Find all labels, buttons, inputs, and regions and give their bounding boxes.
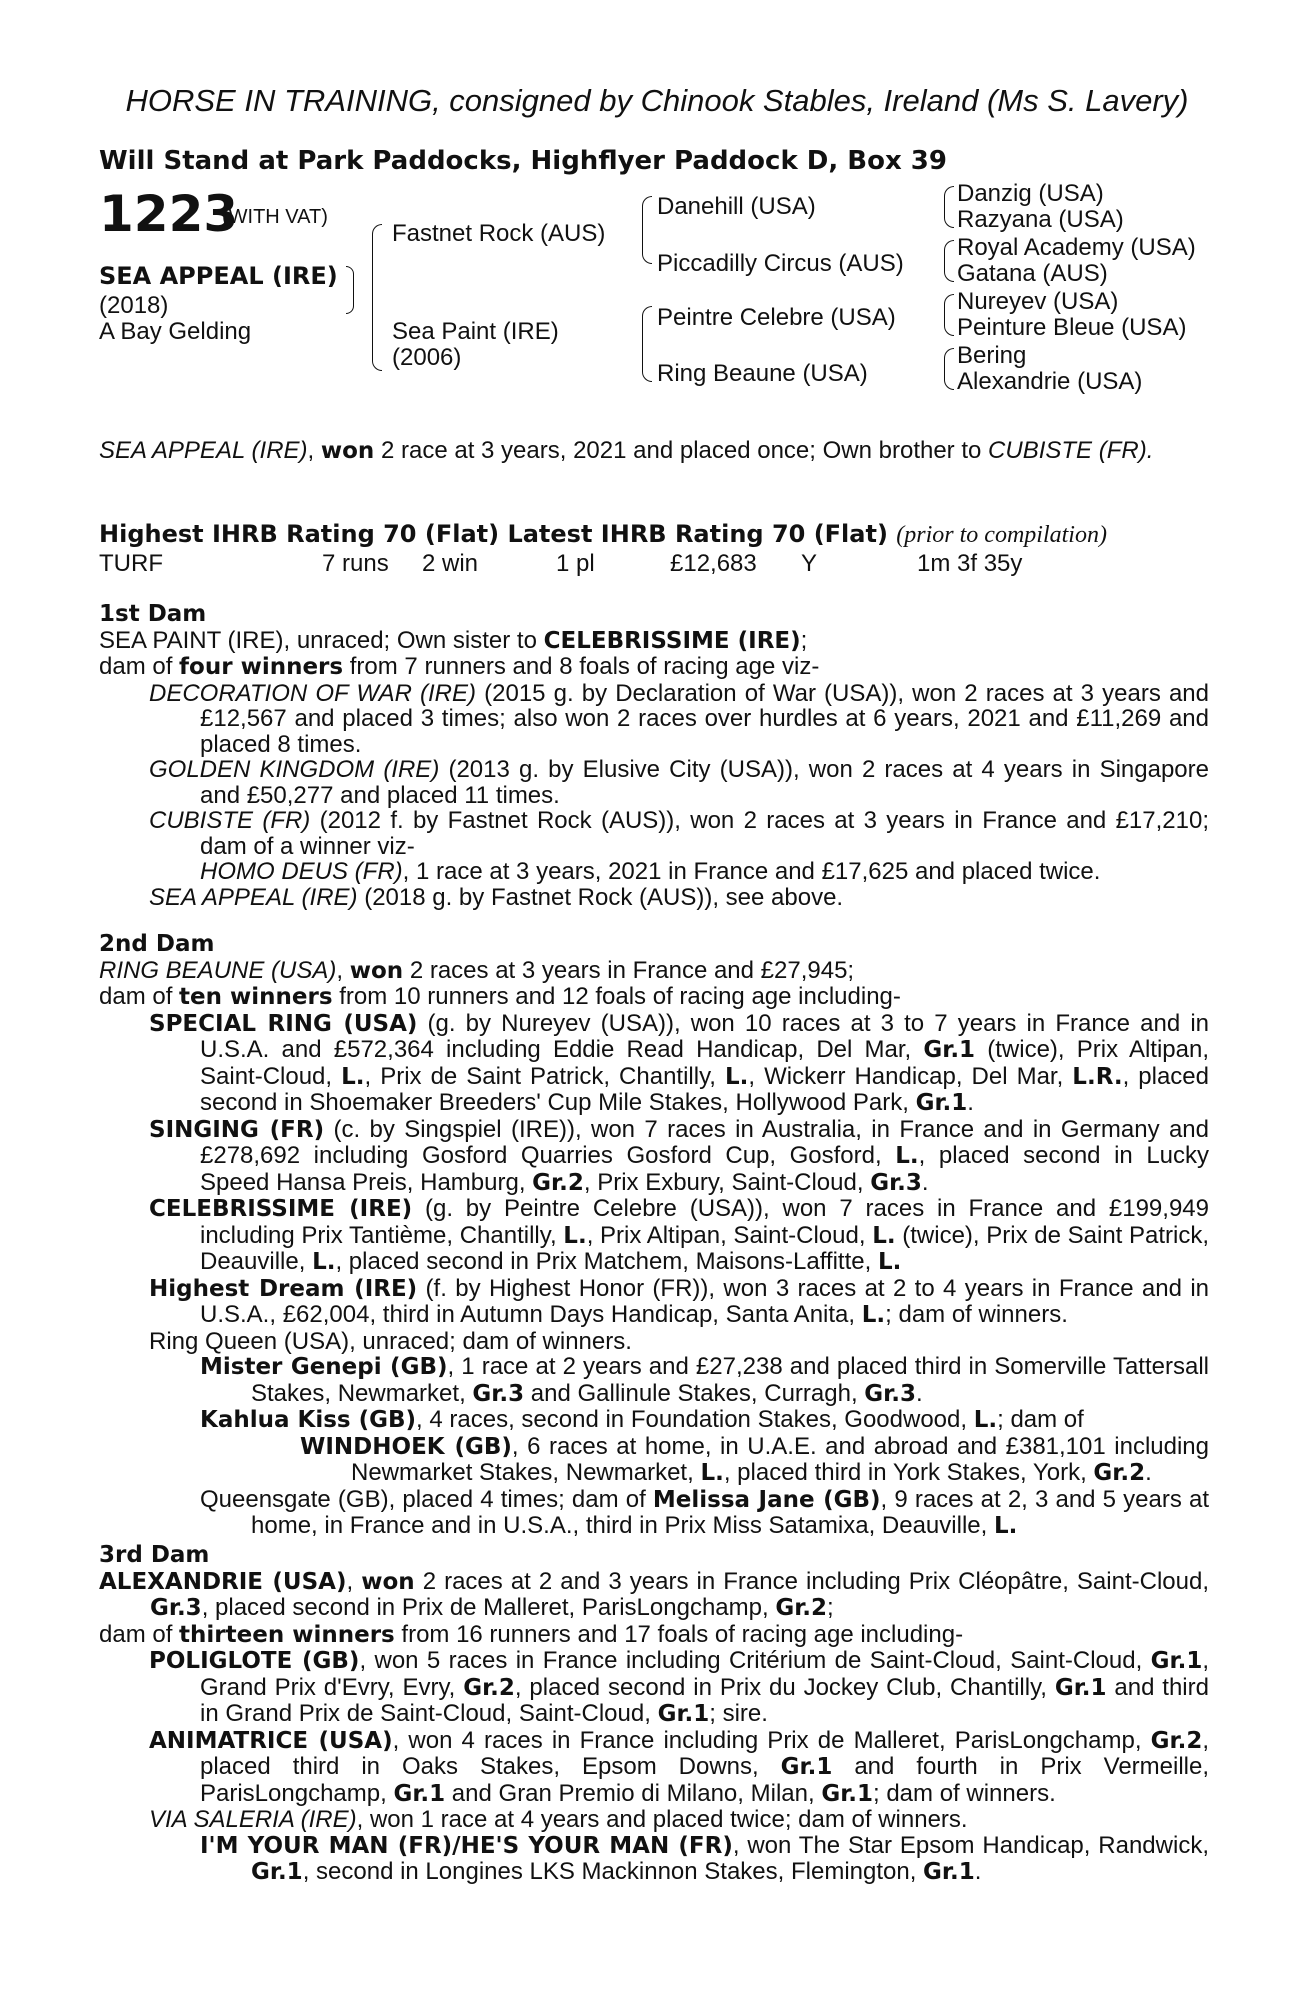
ped-dam-year: (2006) bbox=[392, 344, 462, 371]
produce-entry: HOMO DEUS (FR), 1 race at 3 years, 2021 in France and £17,625 and placed twice. bbox=[200, 858, 1101, 885]
produce-entry: VIA SALERIA (IRE), won 1 race at 4 years and placed twice; dam of winners. bbox=[149, 1806, 968, 1833]
produce-entry: SPECIAL RING (USA) (g. by Nureyev (USA)), won 10 races at 3 to 7 years in France and in U.S.A. and £572,364 including Eddie Read Handicap, Del Mar, Gr.1 (twice), Prix Altipan, Saint-Cloud, L., Prix de Saint Patrick, Chantilly, L., Wickerr Handicap, Del Mar, L.R., placed second in Shoemaker Breeders' Cup Mile Stakes, Hollywood Park, Gr.1. bbox=[149, 1009, 1209, 1116]
first-dam-section: 1st Dam SEA PAINT (IRE), unraced; Own sister to CELEBRISSIME (IRE); dam of four winners from 7 runners and 8 foals of racing age viz- DECORATION OF WAR (IRE) (2015 g. by Declaration of War (USA)), won 2 races at 3 years and £12,567 and placed 3 times; also won 2 races over hurdles at 6 years, 2021 and £11,269 and placed 8 times. GOLDEN KINGDOM (IRE) (2013 g. by Elusive City (USA)), won 2 races at 4 years in Singapore and £50,277 and placed 11 times. CUBISTE (FR) (2012 f. by Fastnet Rock (AUS)), won 2 races at 3 years in France and £17,210; dam of a winner viz- HOMO DEUS (FR), 1 race at 3 years, 2021 in France and £17,625 and placed twice. SEA APPEAL (IRE) (2018 g. by Fastnet Rock (AUS)), see above. bbox=[99, 601, 1209, 911]
horse-year: (2018) bbox=[99, 292, 169, 319]
produce-entry: CUBISTE (FR) (2012 f. by Fastnet Rock (AUS)), won 2 races at 3 years in France and £17,210; dam of a winner viz- bbox=[149, 807, 1209, 860]
stand-location: Will Stand at Park Paddocks, Highflyer Paddock D, Box 39 bbox=[99, 146, 947, 176]
produce-entry: Queensgate (GB), placed 4 times; dam of Melissa Jane (GB), 9 races at 2, 3 and 5 years at home, in France and in U.S.A., third in Prix Miss Satamixa, Deauville, L. bbox=[200, 1485, 1210, 1539]
produce-entry: I'M YOUR MAN (FR)/HE'S YOUR MAN (FR), won The Star Epsom Handicap, Randwick, Gr.1, second in Longines LKS Mackinnon Stakes, Flemington, Gr.1. bbox=[200, 1831, 1209, 1885]
ped-dss: Nureyev (USA) bbox=[957, 288, 1119, 315]
brace-4d bbox=[944, 348, 954, 390]
ped-dsd: Peinture Bleue (USA) bbox=[957, 314, 1187, 341]
record-flag: Y bbox=[801, 550, 818, 577]
record-wins: 2 win bbox=[422, 550, 479, 577]
horse-name: SEA APPEAL (IRE) bbox=[99, 262, 338, 290]
record-placed: 1 pl bbox=[556, 550, 595, 577]
ped-sire: Fastnet Rock (AUS) bbox=[392, 220, 606, 247]
horse-summary: SEA APPEAL (IRE), won 2 race at 3 years, 2021 and placed once; Own brother to CUBISTE (FR). bbox=[99, 437, 1154, 464]
third-dam-section: 3rd Dam ALEXANDRIE (USA), won 2 races at 2 and 3 years in France including Prix Cléopâtre, Saint-Cloud, Gr.3, placed second in Prix de Malleret, ParisLongchamp, Gr.2; dam of thirteen winners from 16 runners and 17 foals of racing age including- POLIGLOTE (GB), won 5 races in France including Critérium de Saint-Cloud, Saint-Cloud, Gr.1, Grand Prix d'Evry, Evry, Gr.2, placed second in Prix du Jockey Club, Chantilly, Gr.1 and third in Grand Prix de Saint-Cloud, Saint-Cloud, Gr.1; sire. ANIMATRICE (USA), won 4 races in France including Prix de Malleret, ParisLongchamp, Gr.2, placed third in Oaks Stakes, Epsom Downs, Gr.1 and fourth in Prix Vermeille, ParisLongchamp, Gr.1 and Gran Premio di Milano, Milan, Gr.1; dam of winners. VIA SALERIA (IRE), won 1 race at 4 years and placed twice; dam of winners. I'M YOUR MAN (FR)/HE'S YOUR MAN (FR), won The Star Epsom Handicap, Randwick, Gr.1, second in Longines LKS Mackinnon Stakes, Flemington, Gr.1. bbox=[99, 1542, 1210, 1885]
produce-entry: Kahlua Kiss (GB), 4 races, second in Foundation Stakes, Goodwood, L.; dam of bbox=[200, 1406, 1084, 1433]
brace-dam-line bbox=[642, 306, 652, 382]
brace-4a bbox=[944, 186, 954, 228]
record-distance: 1m 3f 35y bbox=[917, 550, 1023, 577]
produce-entry: SINGING (FR) (c. by Singspiel (IRE)), won 7 races in Australia, in France and in Germany and £278,692 including Gosford Quarries Gosford Cup, Gosford, L., placed second in Lucky Speed Hansa Preis, Hamburg, Gr.2, Prix Exbury, Saint-Cloud, Gr.3. bbox=[149, 1115, 1210, 1196]
produce-entry: GOLDEN KINGDOM (IRE) (2013 g. by Elusive City (USA)), won 2 races at 4 years in Singapore and £50,277 and placed 11 times. bbox=[149, 756, 1209, 809]
brace-dam bbox=[372, 290, 382, 371]
brace-4c bbox=[944, 294, 954, 336]
ped-sds: Royal Academy (USA) bbox=[957, 234, 1196, 261]
record-surface: TURF bbox=[99, 550, 163, 577]
produce-entry: CELEBRISSIME (IRE) (g. by Peintre Celebre (USA)), won 7 races in France and £199,949 including Prix Tantième, Chantilly, L., Prix Altipan, Saint-Cloud, L. (twice), Prix de Saint Patrick, Deauville, L., placed second in Prix Matchem, Maisons-Laffitte, L. bbox=[149, 1195, 1210, 1275]
ped-dam-sire: Peintre Celebre (USA) bbox=[657, 304, 896, 331]
brace-4b bbox=[944, 240, 954, 282]
ped-dam-dam: Ring Beaune (USA) bbox=[657, 360, 868, 387]
produce-entry: DECORATION OF WAR (IRE) (2015 g. by Declaration of War (USA)), won 2 races at 3 years and £12,567 and placed 3 times; also won 2 races over hurdles at 6 years, 2021 and £11,269 and placed 8 times. bbox=[149, 679, 1209, 758]
produce-entry: ANIMATRICE (USA), won 4 races in France including Prix de Malleret, ParisLongchamp, Gr.2, placed third in Oaks Stakes, Epsom Downs, Gr.1 and fourth in Prix Vermeille, ParisLongchamp, Gr.1 and Gran Premio di Milano, Milan, Gr.1; dam of winners. bbox=[149, 1726, 1210, 1807]
consignor-heading: HORSE IN TRAINING, consigned by Chinook Stables, Ireland (Ms S. Lavery) bbox=[125, 83, 1189, 118]
brace-center bbox=[346, 266, 354, 314]
second-dam-section: 2nd Dam RING BEAUNE (USA), won 2 races at 3 years in France and £27,945; dam of ten winners from 10 runners and 12 foals of racing age including- SPECIAL RING (USA) (g. by Nureyev (USA)), won 10 races at 3 to 7 years in France and in U.S.A. and £572,364 including Eddie Read Handicap, Del Mar, Gr.1 (twice), Prix Altipan, Saint-Cloud, L., Prix de Saint Patrick, Chantilly, L., Wickerr Handicap, Del Mar, L.R., placed second in Shoemaker Breeders' Cup Mile Stakes, Hollywood Park, Gr.1. SINGING (FR) (c. by Singspiel (IRE)), won 7 races in Australia, in France and in Germany and £278,692 including Gosford Quarries Gosford Cup, Gosford, L., placed second in Lucky Speed Hansa Preis, Hamburg, Gr.2, Prix Exbury, Saint-Cloud, Gr.3. CELEBRISSIME (IRE) (g. by Peintre Celebre (USA)), won 7 races in France and £199,949 including Prix Tantième, Chantilly, L., Prix Altipan, Saint-Cloud, L. (twice), Prix de Saint Patrick, Deauville, L., placed second in Prix Matchem, Maisons-Laffitte, L. Highest Dream (IRE) (f. by Highest Honor (FR)), won 3 races at 2 to 4 years in France and in U.S.A., £62,004, third in Autumn Days Handicap, Santa Anita, L.; dam of winners. Ring Queen (USA), unraced; dam of winners. Mister Genepi (GB), 1 race at 2 years and £27,238 and placed third in Somerville Tattersall Stakes, Newmarket, Gr.3 and Gallinule Stakes, Curragh, Gr.3. Kahlua Kiss (GB), 4 races, second in Foundation Stakes, Goodwood, L.; dam of WINDHOEK (GB), 6 races at home, in U.A.E. and abroad and £381,101 including Newmarket Stakes, Newmarket, L., placed third in York Stakes, York, Gr.2. Queensgate (GB), placed 4 times; dam of Melissa Jane (GB), 9 races at 2, 3 and 5 years at home, in France and in U.S.A., third in Prix Miss Satamixa, Deauville, L. bbox=[99, 931, 1210, 1539]
produce-entry: POLIGLOTE (GB), won 5 races in France including Critérium de Saint-Cloud, Saint-Cloud, Gr.1, Grand Prix d'Evry, Evry, Gr.2, placed second in Prix du Jockey Club, Chantilly, Gr.1 and third in Grand Prix de Saint-Cloud, Saint-Cloud, Gr.1; sire. bbox=[149, 1647, 1210, 1727]
lot-number: 1223 bbox=[99, 185, 239, 243]
ped-ssd: Razyana (USA) bbox=[957, 206, 1124, 233]
first-dam-title: 1st Dam bbox=[99, 601, 207, 627]
ped-dam: Sea Paint (IRE) bbox=[392, 318, 559, 345]
horse-description: A Bay Gelding bbox=[99, 318, 252, 345]
record-runs: 7 runs bbox=[322, 550, 389, 577]
ped-sss: Danzig (USA) bbox=[957, 180, 1104, 207]
produce-entry: WINDHOEK (GB), 6 races at home, in U.A.E. and abroad and £381,101 including Newmarket Stakes, Newmarket, L., placed third in York Stakes, York, Gr.2. bbox=[300, 1432, 1209, 1486]
rating-line: Highest IHRB Rating 70 (Flat) Latest IHRB Rating 70 (Flat) (prior to compilation) bbox=[99, 520, 1107, 548]
brace-sire-line bbox=[642, 196, 652, 264]
ped-dds: Bering bbox=[957, 342, 1027, 369]
produce-entry: Ring Queen (USA), unraced; dam of winners. bbox=[149, 1327, 632, 1355]
record-earnings: £12,683 bbox=[670, 550, 757, 577]
vat-note: (WITH VAT) bbox=[222, 206, 328, 228]
ped-ddd: Alexandrie (USA) bbox=[957, 368, 1143, 395]
produce-entry: Highest Dream (IRE) (f. by Highest Honor (FR)), won 3 races at 2 to 4 years in France and in U.S.A., £62,004, third in Autumn Days Handicap, Santa Anita, L.; dam of winners. bbox=[149, 1274, 1209, 1328]
produce-entry: Mister Genepi (GB), 1 race at 2 years and £27,238 and placed third in Somerville Tattersall Stakes, Newmarket, Gr.3 and Gallinule Stakes, Curragh, Gr.3. bbox=[200, 1353, 1209, 1407]
produce-entry: SEA APPEAL (IRE) (2018 g. by Fastnet Rock (AUS)), see above. bbox=[149, 883, 844, 911]
ped-sire-dam: Piccadilly Circus (AUS) bbox=[657, 250, 904, 277]
third-dam-title: 3rd Dam bbox=[99, 1542, 210, 1568]
brace-sire bbox=[372, 224, 382, 291]
second-dam-title: 2nd Dam bbox=[99, 931, 215, 957]
ped-sire-sire: Danehill (USA) bbox=[657, 193, 816, 220]
ped-sdd: Gatana (AUS) bbox=[957, 260, 1108, 287]
